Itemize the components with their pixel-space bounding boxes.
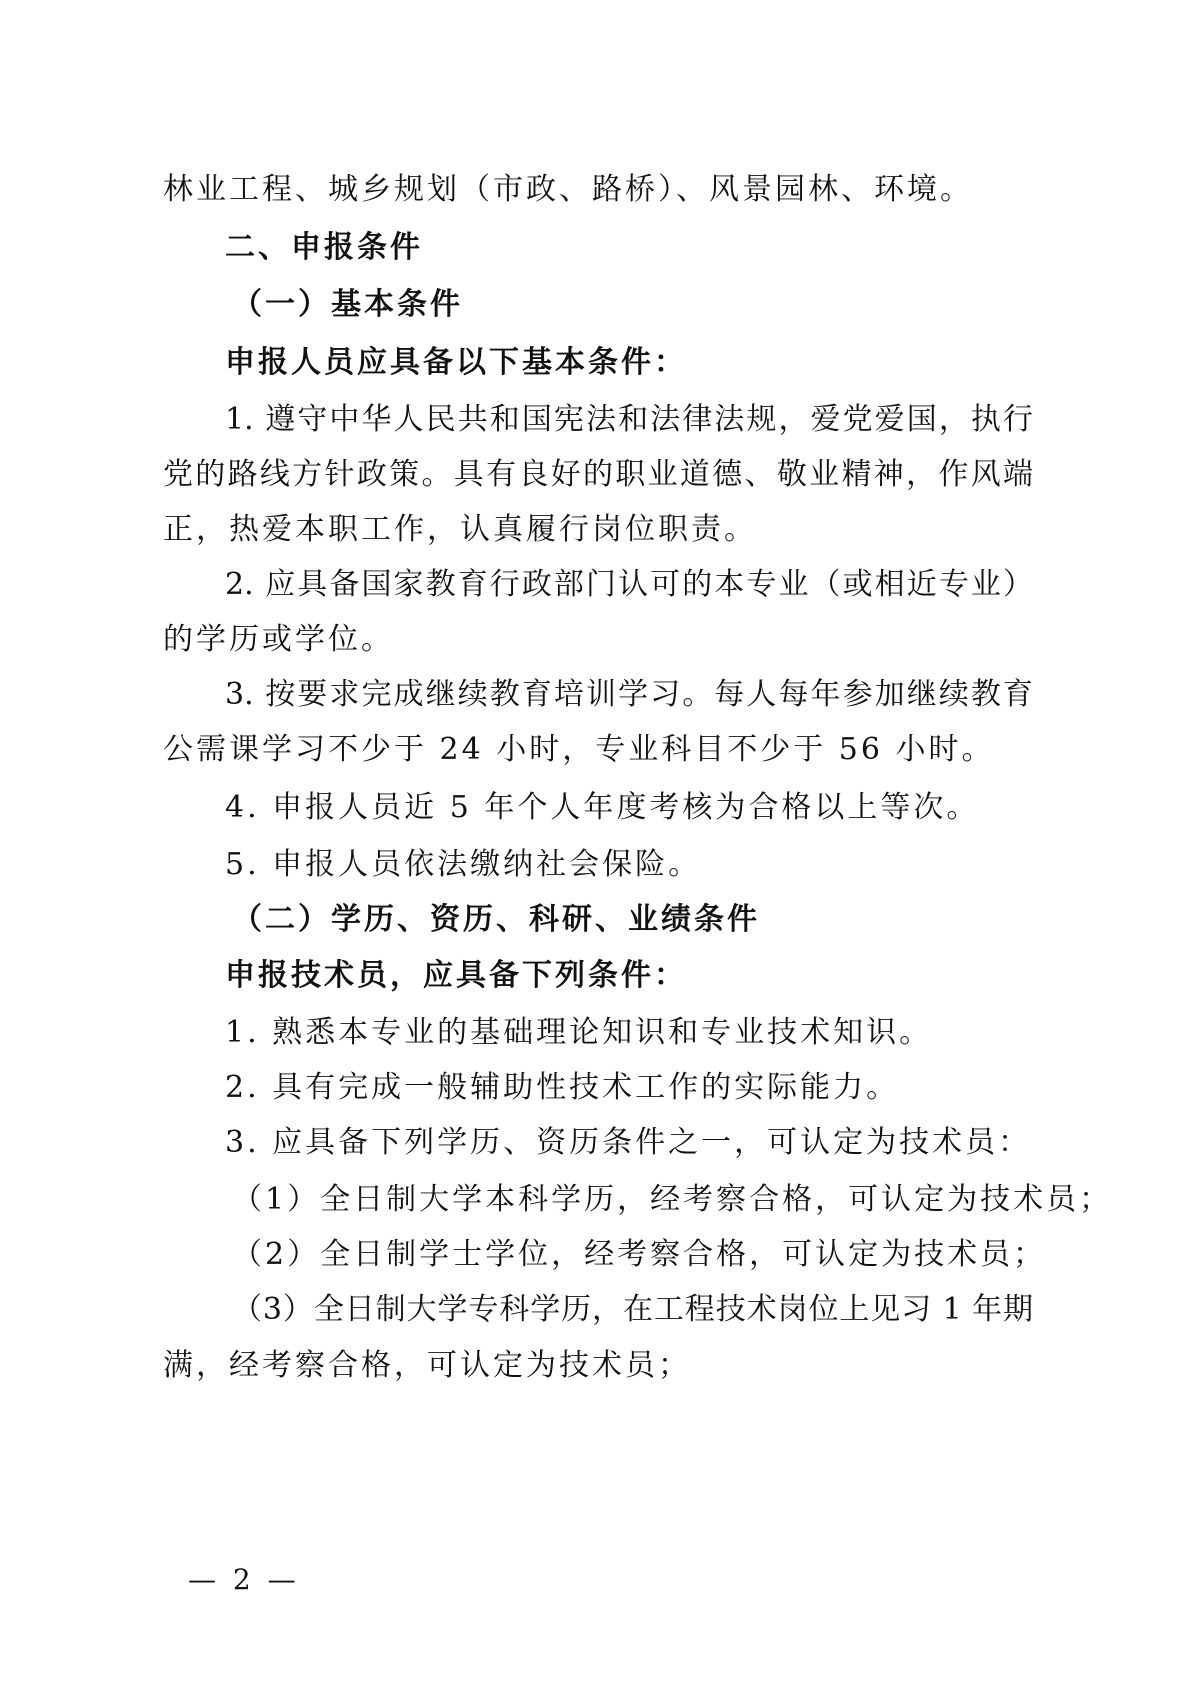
section-heading: 二、申报条件 [225,230,423,265]
paragraph-line: 5. 申报人员依法缴纳社会保险。 [225,847,702,882]
paragraph-line: （1）全日制大学本科学历，经考察合格，可认定为技术员； [232,1182,1113,1217]
paragraph-line: 1. 遵守中华人民共和国宪法和法律法规，爱党爱国，执行 [225,402,1033,437]
paragraph-line: 满，经考察合格，可认定为技术员； [163,1348,691,1383]
subsection-heading: （二）学历、资历、科研、业绩条件 [232,902,760,937]
paragraph-line: 3. 应具备下列学历、资历条件之一，可认定为技术员： [225,1125,1032,1160]
paragraph-line: 3. 按要求完成继续教育培训学习。每人每年参加继续教育 [225,677,1033,712]
paragraph-lead: 申报技术员，应具备下列条件： [225,958,687,993]
paragraph-line: 正，热爱本职工作，认真履行岗位职责。 [163,512,757,547]
paragraph-line: 2. 应具备国家教育行政部门认可的本专业（或相近专业） [225,567,1033,602]
paragraph-line: 林业工程、城乡规划（市政、路桥）、风景园林、环境。 [163,172,973,207]
paragraph-line: 的学历或学位。 [163,622,394,657]
page-number: — 2 — [188,1563,300,1596]
paragraph-line: 2. 具有完成一般辅助性技术工作的实际能力。 [225,1070,900,1105]
paragraph-line: 党的路线方针政策。具有良好的职业道德、敬业精神，作风端 [163,457,1033,492]
paragraph-line: （3）全日制大学专科学历，在工程技术岗位上见习 1 年期 [232,1292,1033,1327]
paragraph-line: 4. 申报人员近 5 年个人年度考核为合格以上等次。 [225,790,980,825]
paragraph-line: （2）全日制学士学位，经考察合格，可认定为技术员； [232,1237,1047,1272]
paragraph-lead: 申报人员应具备以下基本条件： [225,345,687,380]
subsection-heading: （一）基本条件 [232,287,463,322]
paragraph-line: 公需课学习不少于 24 小时，专业科目不少于 56 小时。 [163,732,995,767]
paragraph-line: 1. 熟悉本专业的基础理论知识和专业技术知识。 [225,1015,933,1050]
